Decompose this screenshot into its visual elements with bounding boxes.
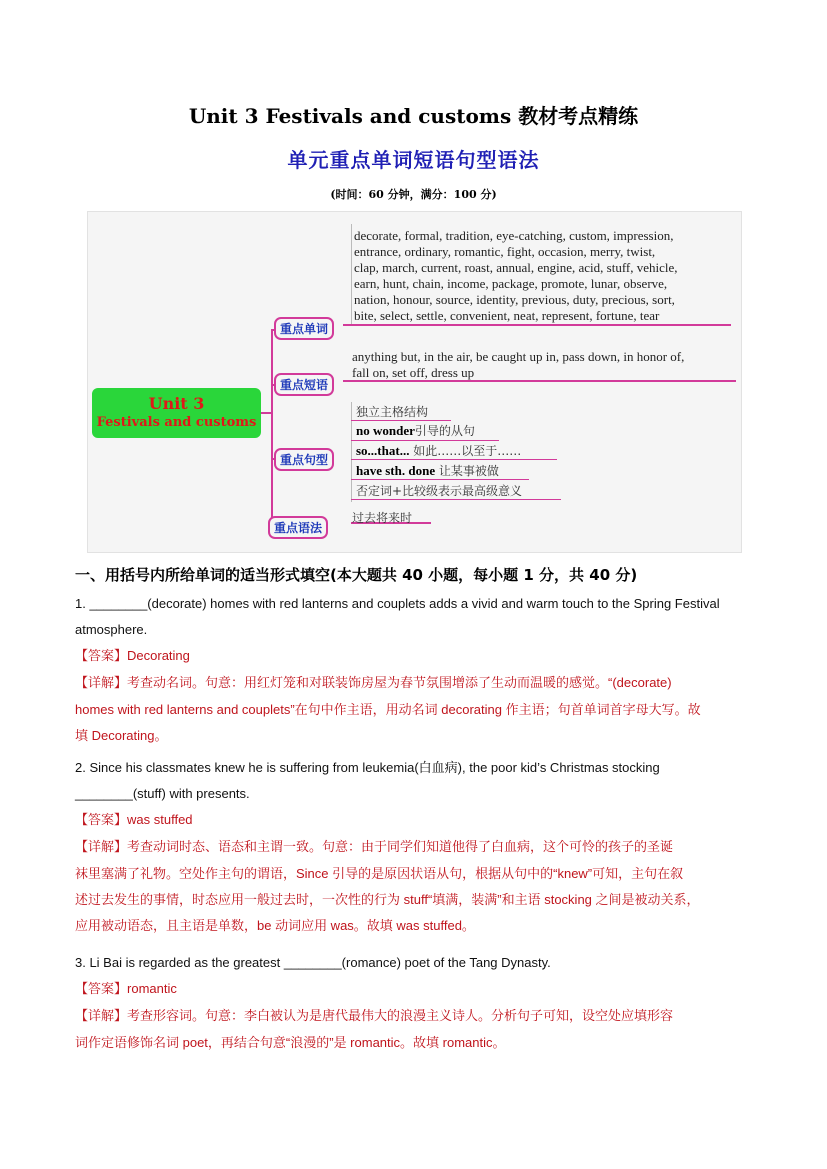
words-list	[354, 228, 678, 324]
explain-label: 【详解】	[75, 840, 128, 855]
words-line: earn, hunt, chain, income, package, promote, lunar, observe,	[354, 276, 668, 291]
branch-phrases: 重点短语	[274, 373, 334, 396]
explain-line	[75, 1003, 755, 1030]
answer-label: 【答案】	[75, 982, 128, 997]
answer-line	[75, 643, 755, 670]
branch-grammar: 重点语法	[268, 516, 328, 539]
section-heading: 一、用括号内所给单词的适当形式填空(本大题共 40 小题，每小题 1 分，共 40 分)	[75, 566, 638, 584]
question-text-line: 1. ________(decorate) homes with red lanterns and couplets adds a vivid and warm touch to the Spring Festival	[75, 596, 720, 611]
words-line: nation, honour, source, identity, previous, duty, precious, sort,	[354, 292, 675, 307]
answer-label: 【答案】	[75, 813, 128, 828]
explain-label: 【详解】	[75, 676, 128, 691]
sentence-pattern-4	[356, 462, 499, 479]
sentence-pattern-3	[356, 442, 521, 459]
words-line: clap, march, current, roast, annual, engine, acid, stuff, vehicle,	[354, 260, 678, 275]
explain-text: homes with red lanterns and couplets”在句中作主语，用动名词 decorating 作主语；句首单词首字母大写。故	[75, 702, 701, 717]
question-text-line: 3. Li Bai is regarded as the greatest ________(romance) poet of the Tang Dynasty.	[75, 955, 551, 970]
answer-label: 【答案】	[75, 649, 128, 664]
phrases-list	[352, 349, 684, 381]
answer-line	[75, 976, 755, 1003]
words-line: decorate, formal, tradition, eye-catching, custom, impression,	[354, 228, 674, 243]
center-subtitle: Festivals and customs	[96, 415, 257, 430]
pattern-3-en: so...that...	[356, 443, 410, 458]
grammar-item: 过去将来时	[352, 511, 413, 525]
answer-value: romantic	[127, 981, 177, 996]
center-title: Unit 3	[148, 394, 205, 413]
pattern-2-en: no wonder	[356, 423, 415, 438]
question-text-line: ________(stuff) with presents.	[75, 786, 250, 801]
pattern-4-en: have sth. done	[356, 463, 436, 478]
words-line: entrance, ordinary, romantic, fight, occasion, merry, twist,	[354, 244, 656, 259]
pattern-3-cn: 如此……以至于……	[409, 444, 522, 458]
sentence-pattern-1: 独立主格结构	[356, 405, 429, 419]
explain-text: 填 Decorating。	[75, 728, 168, 743]
branch-words: 重点单词	[274, 317, 334, 340]
phrases-line: anything but, in the air, be caught up in, pass down, in honor of,	[352, 349, 685, 364]
answer-value: Decorating	[127, 648, 190, 663]
question-text-line: atmosphere.	[75, 622, 148, 637]
sentence-pattern-2	[356, 422, 475, 439]
explain-text: 考查动词时态、语态和主谓一致。句意：由于同学们知道他得了白血病，这个可怜的孩子的圣诞	[127, 839, 674, 854]
branch-sentences: 重点句型	[274, 448, 334, 471]
question-1	[75, 591, 755, 749]
explain-line	[75, 834, 755, 861]
answer-line	[75, 807, 755, 834]
explain-label: 【详解】	[75, 1009, 128, 1024]
phrases-line: fall on, set off, dress up	[352, 365, 475, 380]
explain-text: 词作定语修饰名词 poet，再结合句意“浪漫的”是 romantic。故填 romantic。	[75, 1035, 506, 1050]
sentence-pattern-5: 否定词+比较级表示最高级意义	[356, 484, 523, 498]
explain-text: 考查动名词。句意：用红灯笼和对联装饰房屋为春节氛围增添了生动而温暖的感觉。“(decorate)	[127, 675, 672, 690]
page-title: Unit 3 Festivals and customs 教材考点精练	[188, 104, 639, 128]
explain-line	[75, 670, 755, 697]
question-2	[75, 755, 755, 939]
explain-text: 袜里塞满了礼物。空处作主句的谓语，Since 引导的是原因状语从句，根据从句中的“knew”可知，主句在叙	[75, 866, 684, 881]
explain-text: 述过去发生的事情，时态应用一般过去时，一次性的行为 stuff“填满，装满”和主语 stocking 之间是被动关系，	[75, 892, 700, 907]
words-line: bite, select, settle, convenient, neat, represent, fortune, tear	[354, 308, 660, 323]
question-3	[75, 950, 755, 1056]
pattern-2-cn: 引导的从句	[414, 424, 475, 438]
page-subtitle: 单元重点单词短语句型语法	[287, 148, 540, 172]
pattern-4-cn: 让某事被做	[435, 464, 499, 478]
time-note: (时间：60 分钟，满分：100 分)	[330, 188, 497, 201]
mindmap-center-node	[92, 388, 261, 438]
answer-value: was stuffed	[127, 812, 193, 827]
question-text-line: 2. Since his classmates knew he is suffering from leukemia(白血病), the poor kid’s Christmas stocking	[75, 760, 660, 775]
mindmap-figure	[87, 211, 742, 553]
explain-text: 应用被动语态，且主语是单数，be 动词应用 was。故填 was stuffed。	[75, 918, 475, 933]
explain-text: 考查形容词。句意：李白被认为是唐代最伟大的浪漫主义诗人。分析句子可知，设空处应填形容	[127, 1008, 674, 1023]
